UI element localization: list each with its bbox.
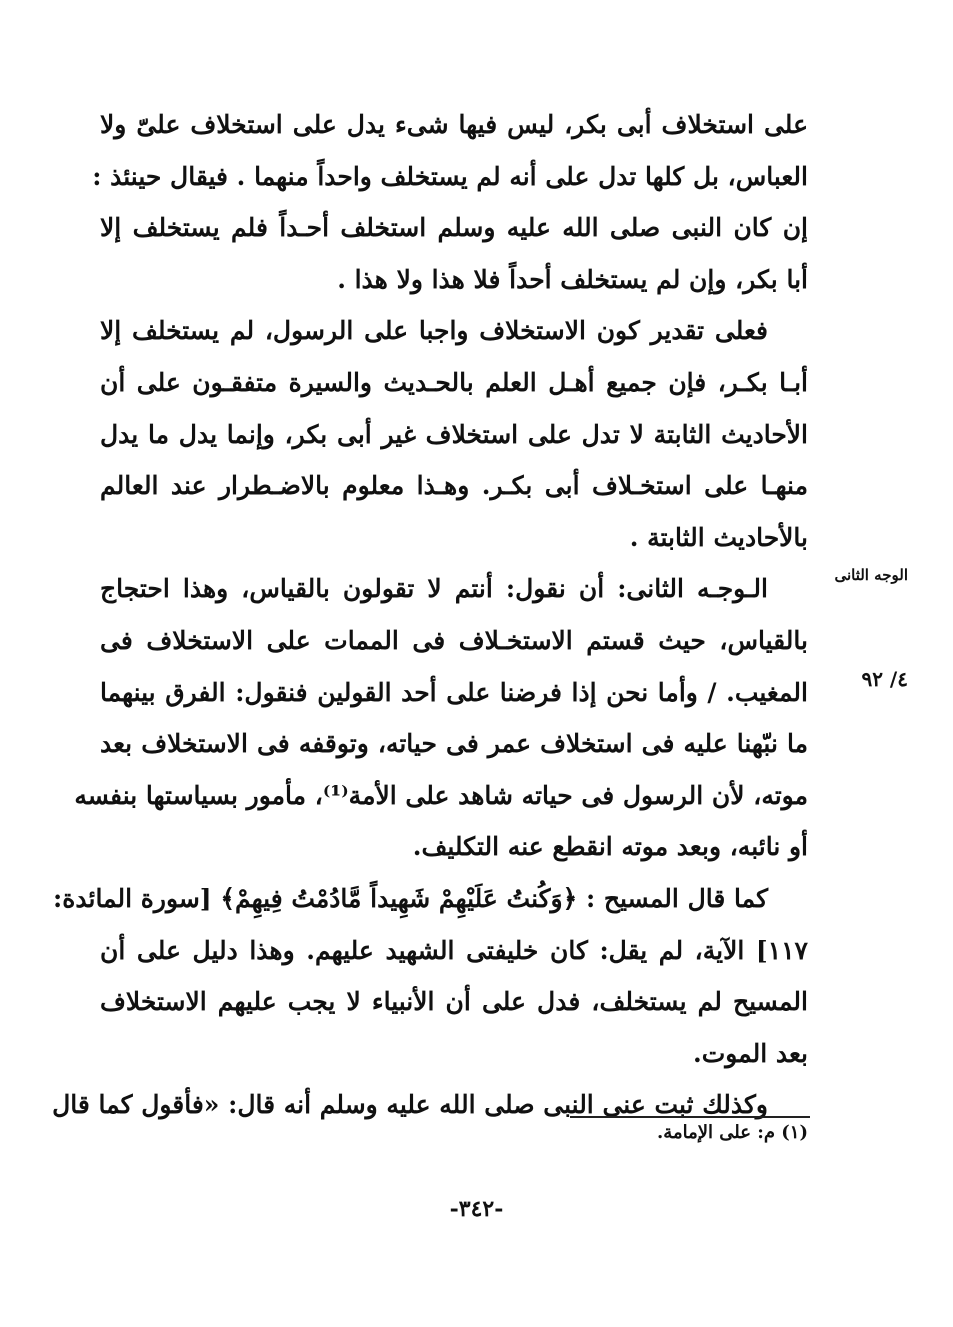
text-line: ١١٧] الآية، لم يقل: كان خليفتى الشهيد عليهم. وهذا دليل على أن xyxy=(100,935,808,965)
main-text xyxy=(52,99,808,1131)
text-line: أبـا بكـر، فإن جميع أهـل العلم بالحـديث والسيرة متفقـون على أن xyxy=(100,367,808,397)
text-line: بالقياس، حيث قستم الاستخـلاف فى الممات على الاستخلاف فى xyxy=(100,625,808,655)
text-line: العباس، بل كلها تدل على أنه لم يستخلف واحداً منهما . فيقال حينئذ : xyxy=(92,161,808,191)
text-line: فعلى تقدير كون الاستخلاف واجبا على الرسول، لم يستخلف إلا xyxy=(100,316,768,346)
text-line: الأحاديث الثابتة لا تدل على استخلاف غير أبى بكر، وإنما يدل ما يدل xyxy=(100,419,808,449)
text-line: ما نبّهنا عليه فى استخلاف عمر فى حياته، وتوقفه فى الاستخلاف بعد xyxy=(100,729,808,759)
quran-quote-line: كما قال المسيح : ﴿وَكُنتُ عَلَيْهِمْ شَهِيداً مَّادُمْتُ فِيهِمْ﴾ [سورة المائدة: xyxy=(53,883,768,913)
text-line: على استخلاف أبى بكر، ليس فيها شىء يدل على استخلاف علىّ ولا xyxy=(100,110,808,139)
text-line: أو نائبه، وبعد موته انقطع عنه التكليف. xyxy=(412,832,808,862)
text-line: بعد الموت. xyxy=(692,1038,808,1068)
text-line: بالأحاديث الثابتة . xyxy=(629,522,808,552)
text-line: المغيب. / وأما نحن إذا فرضنا على أحد القولين فنقول: الفرق بينهما xyxy=(100,677,808,707)
text-line: إن كان النبى صلى الله عليه وسلم استخلف أحـداً فلم يستخلف إلا xyxy=(100,213,808,243)
text-line: وكذلك ثبت عنى النبى صلى الله عليه وسلم أنه قال: «فأقول كما قال xyxy=(52,1090,768,1120)
text-line: أبا بكر، وإن لم يستخلف أحداً فلا هذا ولا هذا . xyxy=(337,264,808,294)
footnote: (١) م: على الإمامة. xyxy=(657,1122,808,1143)
footnote-divider xyxy=(570,1116,810,1118)
page-number: -٣٤٢- xyxy=(449,1196,504,1222)
text-line: موته، لأن الرسول فى حياته شاهد على الأمة⁽¹⁾، مأمور بسياستها بنفسه xyxy=(74,780,808,810)
text-line: منهـا على استخـلاف أبى بكـر. وهـذا معلوم بالاضـطرار عند العالم xyxy=(100,471,808,501)
text-line: المسيح لم يستخلف، فدل على أن الأنبياء لا يجب عليهم الاستخلاف xyxy=(100,987,808,1017)
section-heading-line: الـوجـه الثانى: أن نقول: أنتم لا تقولون بالقياس، وهذا احتجاج xyxy=(100,574,768,604)
manuscript-page-ref: ٤/ ٩٢ xyxy=(861,667,908,691)
margin-note: الوجه الثانى xyxy=(834,566,908,584)
